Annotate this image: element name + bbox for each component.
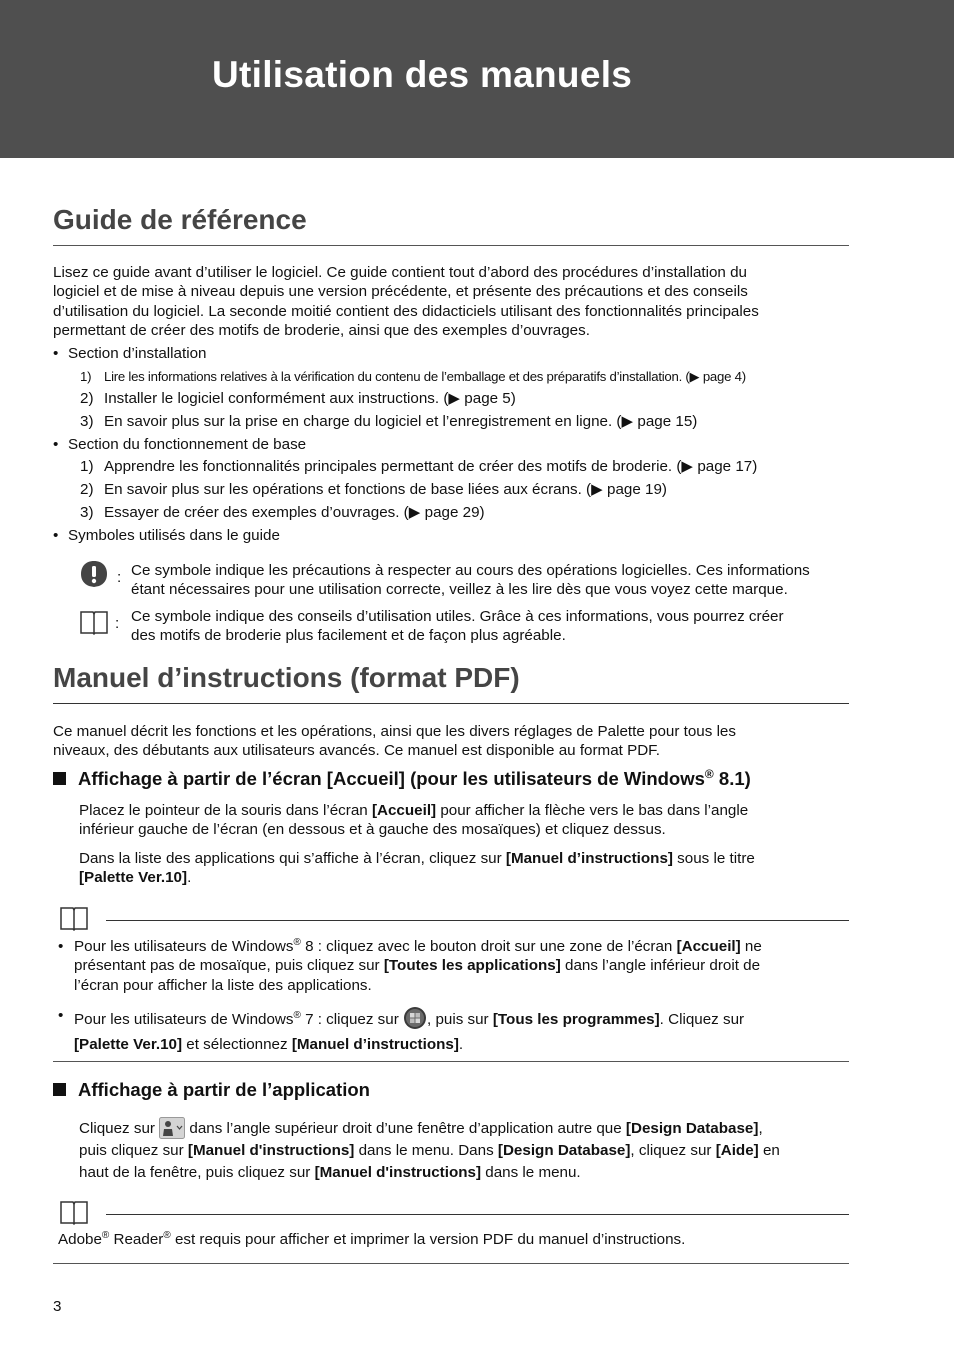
paragraph: Placez le pointeur de la souris dans l’écran [Accueil] pour afficher la flèche vers le bas dans l’angle inférieur gauche de l’écran (en dessous et à gauche des mosaïques) et cliquez dessus. xyxy=(79,802,749,839)
list-item: 3) Essayer de créer des exemples d’ouvrages. (▶ page 29) xyxy=(80,504,485,521)
list-item: • xyxy=(58,938,64,955)
subheading-start-screen: Affichage à partir de l’écran [Accueil] (pour les utilisateurs de Windows® 8.1) xyxy=(53,767,751,791)
title-banner xyxy=(0,0,954,158)
list-item: 2) En savoir plus sur les opérations et fonctions de base liées aux écrans. (▶ page 19) xyxy=(80,481,667,498)
list-item: 3) En savoir plus sur la prise en charge du logiciel et l’enregistrement en ligne. (▶ page 15) xyxy=(80,413,698,430)
memo-divider xyxy=(106,920,849,921)
windows-start-button-icon xyxy=(403,1006,427,1030)
manual-intro: Ce manuel décrit les fonctions et les opérations, ainsi que les divers réglages de Palette pour tous les niveaux, des débutants aux utilisateurs avancés. Ce manuel est disponible au format PDF. xyxy=(53,723,736,760)
section-divider xyxy=(53,703,849,704)
square-bullet-icon xyxy=(53,1083,66,1096)
warning-note: Ce symbole indique les précautions à respecter au cours des opérations logicielles. Ces informations étant nécessaires pour une utilisation correcte, veillez à les lire dès que vous voyez cette marque. xyxy=(131,562,810,599)
list-item: 1) Apprendre les fonctionnalités principales permettant de créer des motifs de broderie. (▶ page 17) xyxy=(80,458,758,475)
memo-divider xyxy=(53,1263,849,1264)
section-divider xyxy=(53,245,849,246)
list-item: 2) Installer le logiciel conformément aux instructions. (▶ page 5) xyxy=(80,390,516,407)
list-item: 1) Lire les informations relatives à la vérification du contenu de l’emballage et des préparatifs d’installation. (▶ page 4) xyxy=(80,369,746,384)
memo-book-icon xyxy=(59,1199,89,1225)
memo-note: Pour les utilisateurs de Windows® 8 : cliquez avec le bouton droit sur une zone de l’écran [Accueil] ne présentant pas de mosaïque, puis cliquez sur [Toutes les applications] dans l’angle inférieur droit de l’écran pour afficher la liste des applications. xyxy=(74,936,762,994)
section-heading-manual: Manuel d’instructions (format PDF) xyxy=(53,662,520,693)
memo-note: Pour les utilisateurs de Windows® 7 : cliquez sur , puis sur [Tous les programmes]. Cliquez sur [Palette Ver.10] et sélectionnez [Manuel d’instructions]. xyxy=(74,1006,744,1056)
memo-divider xyxy=(53,1061,849,1062)
memo-divider xyxy=(106,1214,849,1215)
page-number: 3 xyxy=(53,1298,62,1315)
subheading-application: Affichage à partir de l’application xyxy=(53,1078,370,1102)
section-heading-guide: Guide de référence xyxy=(53,204,307,235)
paragraph: Dans la liste des applications qui s’affiche à l’écran, cliquez sur [Manuel d’instructions] sous le titre [Palette Ver.10]. xyxy=(79,850,755,887)
square-bullet-icon xyxy=(53,772,66,785)
memo-book-icon xyxy=(59,905,89,931)
list-item: • Symboles utilisés dans le guide xyxy=(53,527,280,544)
list-item: • Section du fonctionnement de base xyxy=(53,436,307,453)
page-title: Utilisation des manuels xyxy=(212,54,633,95)
help-button-icon xyxy=(159,1117,185,1139)
list-item: • Section d’installation xyxy=(53,345,207,362)
list-item: • xyxy=(58,1007,64,1024)
memo-note: Ce symbole indique des conseils d’utilisation utiles. Grâce à ces informations, vous pourrez créer des motifs de broderie plus facilement et de façon plus agréable. xyxy=(131,608,784,645)
warning-icon xyxy=(80,560,108,588)
guide-intro: Lisez ce guide avant d’utiliser le logiciel. Ce guide contient tout d’abord des procédures d’installation du logiciel et de mise à niveau depuis une version précédente, et présente des précautions et des conseils d’utilisation du logiciel. La seconde moitié contient des didacticiels utilisant des fonctionnalités principales permettant de créer des motifs de broderie, ainsi que des exemples d’ouvrages. xyxy=(53,264,759,340)
memo-book-icon xyxy=(79,609,109,635)
memo-note: Adobe® Reader® est requis pour afficher et imprimer la version PDF du manuel d’instructions. xyxy=(58,1229,686,1248)
paragraph: Cliquez sur dans l’angle supérieur droit d’une fenêtre d’application autre que [Design Database], puis cliquez sur [Manuel d'instructions] dans le menu. Dans [Design Database], cliquez sur [Aide] en haut de la fenêtre, puis cliquez sur [Manuel d'instructions] dans le menu. xyxy=(79,1117,780,1184)
